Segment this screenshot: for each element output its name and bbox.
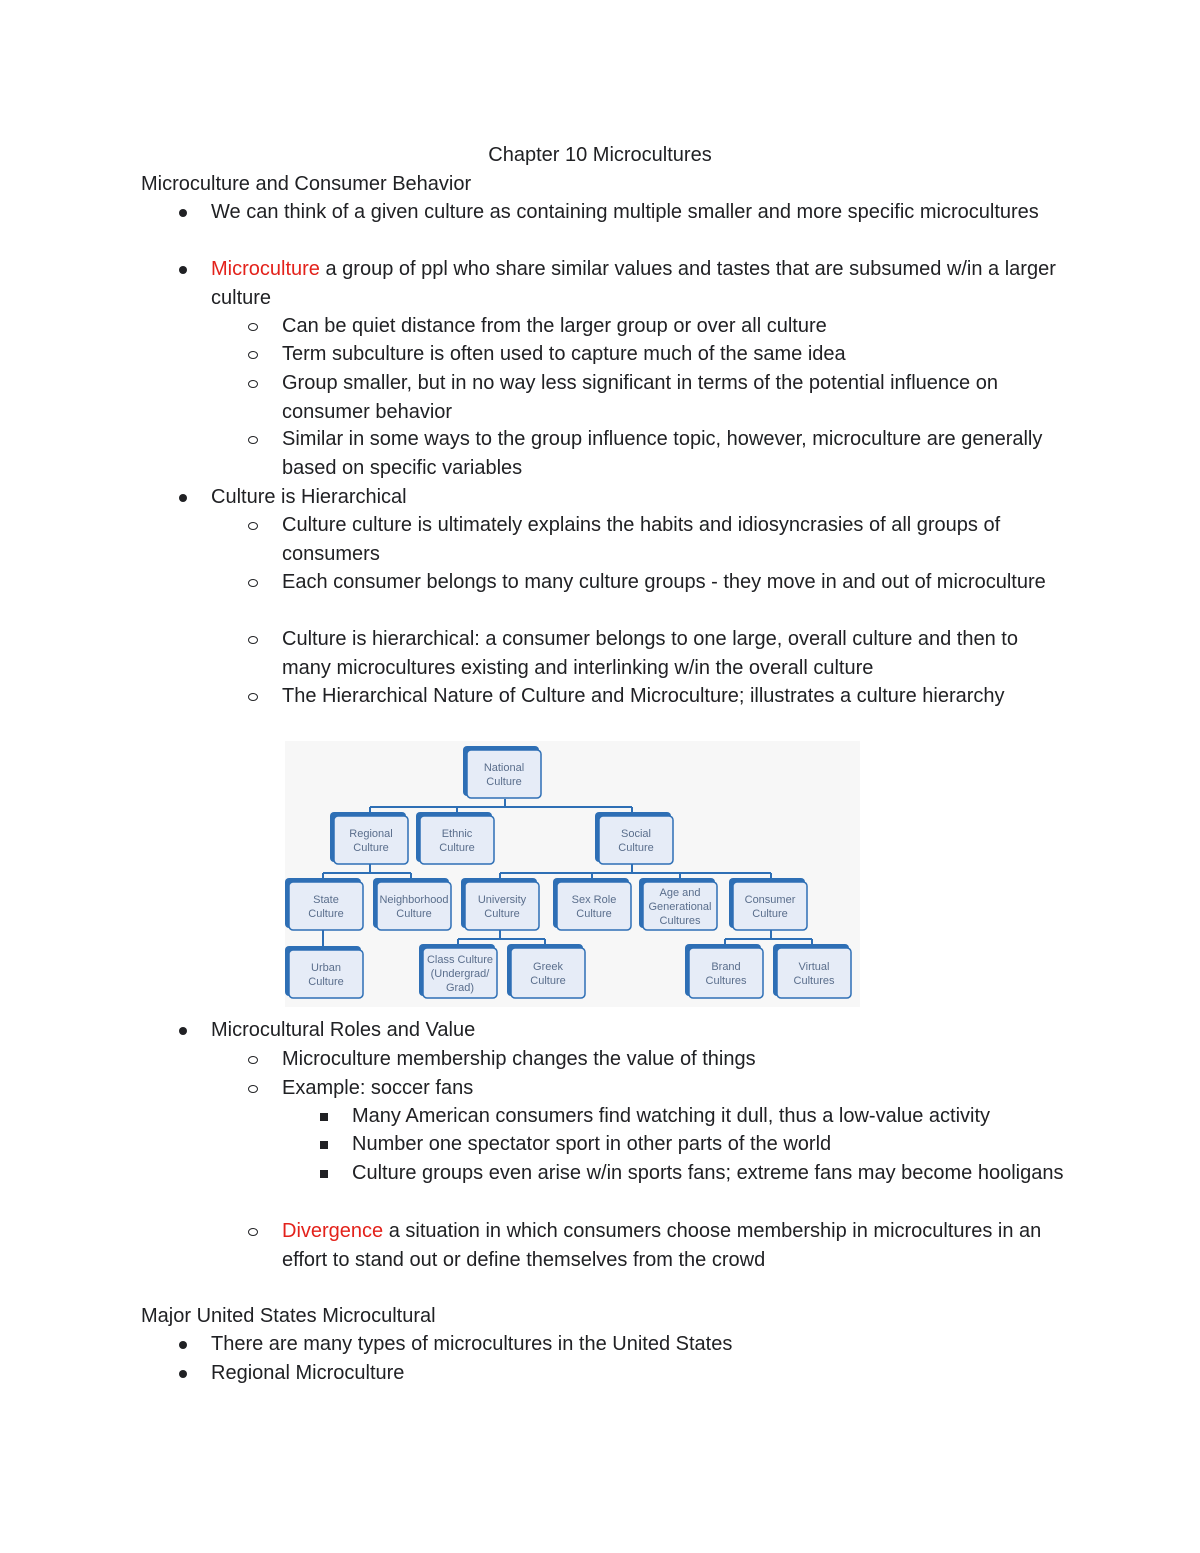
node-label: State — [313, 894, 339, 906]
diagram-node-social — [595, 812, 673, 864]
node-label: Age and — [659, 887, 701, 899]
node-label: Culture — [530, 975, 566, 987]
list-item: Microculture membership changes the value of things — [282, 1048, 756, 1070]
node-label: Culture — [353, 842, 389, 854]
diagram-node-sexrole — [553, 878, 631, 930]
node-label: Culture — [618, 842, 654, 854]
node-label: University — [477, 894, 527, 906]
bullet-square — [320, 1141, 328, 1149]
bullet-circle — [248, 1056, 258, 1064]
list-item: Number one spectator sport in other parts of the world — [352, 1133, 832, 1155]
diagram-node-neighborhood — [373, 878, 451, 930]
diagram-node-consumer — [729, 878, 807, 930]
definition-text: a group of ppl who share similar values and tastes that are subsumed w/in a larger culture — [211, 258, 1056, 309]
list-item: Culture is Hierarchical — [211, 486, 407, 508]
node-label: Brand — [711, 961, 741, 973]
node-label: National — [483, 762, 525, 774]
node-box — [420, 816, 494, 864]
node-label: Culture — [576, 908, 612, 920]
diagram-node-greek — [507, 944, 585, 998]
node-label: Culture — [486, 776, 522, 788]
node-label: Urban — [311, 962, 341, 974]
page-title: Chapter 10 Microcultures — [488, 144, 712, 166]
node-label: Social — [621, 828, 651, 840]
bullet-circle — [248, 1228, 258, 1236]
bullet-circle — [248, 436, 258, 444]
node-label: Culture — [308, 908, 344, 920]
node-label: Regional — [349, 828, 393, 840]
diagram-node-brand — [685, 944, 763, 998]
node-label: Culture — [484, 908, 520, 920]
list-item — [211, 255, 1071, 312]
culture-hierarchy-diagram — [285, 741, 860, 1007]
term-divergence: Divergence — [282, 1220, 384, 1242]
node-box — [334, 816, 408, 864]
node-label: Cultures — [793, 975, 835, 987]
node-box — [689, 948, 763, 998]
bullet-disc — [179, 1370, 187, 1378]
node-box — [599, 816, 673, 864]
node-box — [289, 950, 363, 998]
bullet-circle — [248, 351, 258, 359]
node-label: Sex Role — [571, 894, 617, 906]
list-item: Each consumer belongs to many culture groups - they move in and out of microculture — [282, 571, 1046, 593]
node-box — [465, 882, 539, 930]
list-item — [282, 1217, 1072, 1274]
term-microculture: Microculture — [211, 258, 320, 280]
section-heading-microculture: Microculture and Consumer Behavior — [141, 173, 472, 195]
node-label: Grad) — [445, 982, 475, 994]
list-item: Culture culture is ultimately explains the habits and idiosyncrasies of all groups of consumers — [282, 514, 1001, 565]
node-label: Virtual — [798, 961, 830, 973]
definition-text: a situation in which consumers choose membership in microcultures in an effort to stand out or define themselves from the crowd — [282, 1220, 1042, 1271]
bullet-disc — [179, 494, 187, 502]
diagram-node-university — [461, 878, 539, 930]
list-item: Can be quiet distance from the larger group or over all culture — [282, 315, 827, 337]
node-label: Culture — [439, 842, 475, 854]
node-label: Cultures — [705, 975, 747, 987]
bullet-square — [320, 1170, 328, 1178]
list-item: The Hierarchical Nature of Culture and Microculture; illustrates a culture hierarchy — [282, 685, 1005, 707]
list-item: Culture groups even arise w/in sports fans; extreme fans may become hooligans — [352, 1162, 1064, 1184]
node-label: Greek — [533, 961, 563, 973]
node-label: Consumer — [744, 894, 796, 906]
node-box — [557, 882, 631, 930]
list-item: Regional Microculture — [211, 1362, 405, 1384]
bullet-circle — [248, 636, 258, 644]
bullet-circle — [248, 323, 258, 331]
node-box — [289, 882, 363, 930]
diagram-node-national — [463, 746, 541, 798]
list-item: Microcultural Roles and Value — [211, 1019, 476, 1041]
bullet-circle — [248, 693, 258, 701]
bullet-circle — [248, 579, 258, 587]
node-label: Ethnic — [441, 828, 473, 840]
bullet-disc — [179, 209, 187, 217]
node-box — [777, 948, 851, 998]
bullet-square — [320, 1113, 328, 1121]
list-item: Similar in some ways to the group influence topic, however, microculture are generally based on specific variables — [282, 428, 1043, 479]
node-label: (Undergrad/ — [430, 968, 490, 980]
list-item: Group smaller, but in no way less significant in terms of the potential influence on consumer behavior — [282, 372, 998, 423]
bullet-circle — [248, 1085, 258, 1093]
diagram-node-agegen — [639, 878, 717, 930]
list-item: Many American consumers find watching it dull, thus a low-value activity — [352, 1105, 991, 1127]
diagram-node-virtual — [773, 944, 851, 998]
list-item: There are many types of microcultures in the United States — [211, 1333, 733, 1355]
diagram-node-state — [285, 878, 363, 930]
list-item: We can think of a given culture as containing multiple smaller and more specific microcultures — [211, 201, 1039, 223]
node-box — [377, 882, 451, 930]
node-label: Culture — [396, 908, 432, 920]
section-heading-us-microcultural: Major United States Microcultural — [141, 1305, 436, 1327]
node-label: Cultures — [659, 915, 701, 927]
node-label: Culture — [752, 908, 788, 920]
list-item: Term subculture is often used to capture much of the same idea — [282, 343, 846, 365]
node-box — [467, 750, 541, 798]
list-item: Example: soccer fans — [282, 1077, 474, 1099]
node-label: Class Culture — [426, 954, 494, 966]
list-item: Culture is hierarchical: a consumer belongs to one large, overall culture and then to many microcultures existing and interlinking w/in the overall culture — [282, 628, 1018, 679]
node-box — [733, 882, 807, 930]
diagram-node-ethnic — [416, 812, 494, 864]
diagram-node-class — [419, 944, 497, 998]
node-label: Culture — [308, 976, 344, 988]
bullet-disc — [179, 1027, 187, 1035]
node-label: Neighborhood — [379, 894, 449, 906]
bullet-disc — [179, 1341, 187, 1349]
bullet-disc — [179, 266, 187, 274]
diagram-node-regional — [330, 812, 408, 864]
diagram-node-urban — [285, 946, 363, 998]
node-label: Generational — [648, 901, 712, 913]
bullet-circle — [248, 380, 258, 388]
bullet-circle — [248, 522, 258, 530]
node-box — [511, 948, 585, 998]
